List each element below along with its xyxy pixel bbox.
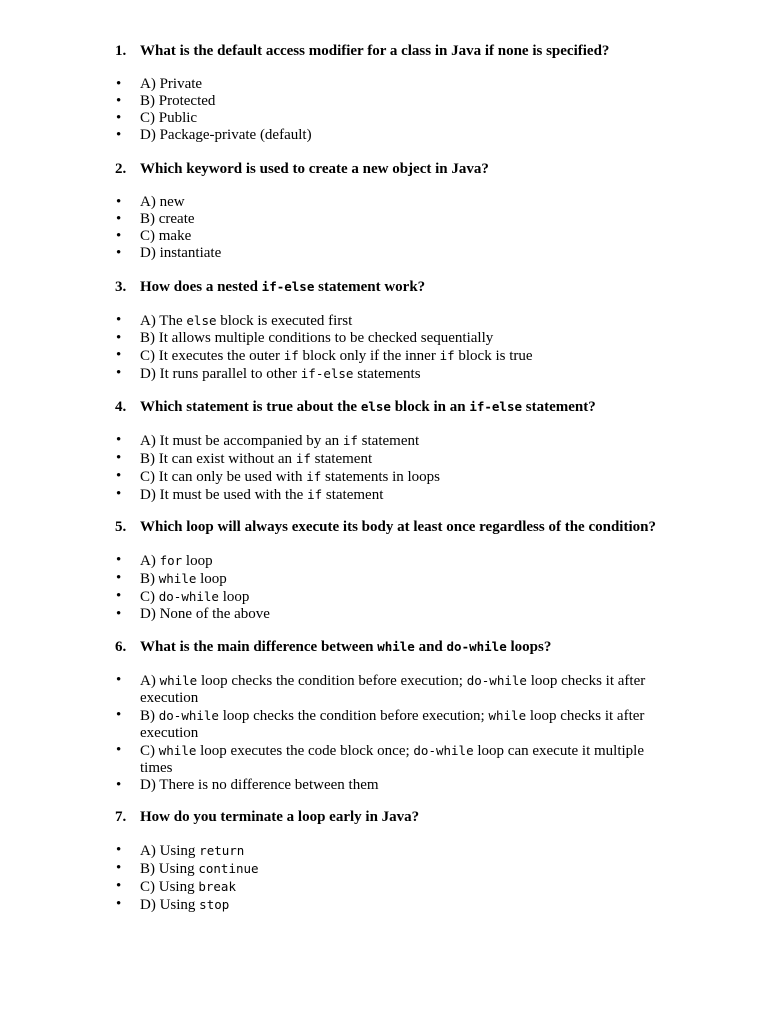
text-run: D) There is no difference between them	[140, 777, 379, 793]
answer-option	[0, 347, 768, 365]
answer-option	[0, 211, 768, 228]
text-run: D) Using	[140, 897, 200, 913]
text-run: statement?	[522, 399, 596, 415]
text-run: D) None of the above	[140, 606, 270, 622]
bullet-icon: •	[116, 347, 122, 363]
text-run: C) It can only be used with	[140, 469, 307, 485]
text-run: B)	[140, 571, 159, 587]
code-keyword: if-else	[261, 279, 315, 294]
answer-option	[0, 245, 768, 262]
question-text	[140, 639, 551, 655]
question-number: 4.	[115, 399, 127, 415]
answer-options	[0, 552, 768, 623]
question-number: 5.	[115, 519, 127, 535]
bullet-icon: •	[116, 570, 122, 586]
question-text	[140, 809, 419, 825]
question-text	[140, 43, 609, 59]
text-run: D) instantiate	[140, 245, 222, 261]
text-run: statement	[357, 433, 420, 449]
text-run: C)	[140, 589, 159, 605]
bullet-icon: •	[116, 450, 122, 466]
text-run: D) It must be used with the	[140, 487, 308, 503]
text-run: B) Using	[140, 861, 199, 877]
text-run: B) create	[140, 211, 195, 227]
text-run: C) Using	[140, 879, 199, 895]
code-keyword: stop	[199, 897, 230, 912]
question-5	[0, 518, 768, 623]
answer-option	[0, 777, 768, 794]
code-keyword: if-else	[469, 399, 522, 414]
code-keyword: while	[159, 673, 198, 688]
text-run: loop checks it after execution	[140, 673, 646, 706]
answer-options	[0, 672, 768, 794]
bullet-icon: •	[116, 245, 122, 261]
answer-option	[0, 228, 768, 245]
answer-option	[0, 606, 768, 623]
code-keyword: if	[306, 469, 322, 484]
text-run: statement work?	[314, 279, 426, 295]
question-number: 1.	[115, 43, 127, 59]
bullet-icon: •	[116, 211, 122, 227]
answer-options	[0, 312, 768, 383]
question-heading	[0, 518, 768, 536]
text-run: D) It runs parallel to other	[140, 366, 301, 382]
answer-option	[0, 552, 768, 570]
question-4	[0, 398, 768, 504]
answer-option	[0, 707, 768, 742]
bullet-icon: •	[116, 552, 122, 568]
answer-option	[0, 365, 768, 383]
text-run: statements in loops	[321, 469, 441, 485]
bullet-icon: •	[116, 468, 122, 484]
text-run: Which statement is true about the	[140, 399, 361, 415]
bullet-icon: •	[116, 707, 122, 723]
answer-option	[0, 432, 768, 450]
question-text	[140, 279, 425, 295]
question-text	[140, 399, 596, 415]
answer-option	[0, 330, 768, 347]
code-keyword: do-while	[413, 743, 474, 758]
question-number: 7.	[115, 809, 127, 825]
question-number: 3.	[115, 279, 127, 295]
answer-option	[0, 742, 768, 777]
answer-option	[0, 672, 768, 707]
text-run: A)	[140, 673, 160, 689]
code-keyword: while	[158, 571, 197, 586]
text-run: loop can execute it multiple times	[140, 743, 644, 776]
question-text	[140, 161, 489, 177]
bullet-icon: •	[116, 365, 122, 381]
text-run: A) Using	[140, 843, 200, 859]
code-keyword: if	[439, 348, 455, 363]
bullet-icon: •	[116, 742, 122, 758]
text-run: and	[414, 639, 447, 655]
bullet-icon: •	[116, 878, 122, 894]
answer-options	[0, 76, 768, 144]
text-run: loop checks the condition before execution;	[218, 708, 489, 724]
question-heading	[0, 160, 768, 178]
answer-options	[0, 842, 768, 914]
answer-option	[0, 127, 768, 144]
text-run: block in an	[390, 399, 470, 415]
question-heading	[0, 638, 768, 656]
code-keyword: continue	[198, 861, 259, 876]
answer-options	[0, 432, 768, 504]
text-run: Which loop will always execute its body at least once regardless of the condition?	[140, 519, 656, 535]
text-run: C)	[140, 743, 159, 759]
text-run: What is the main difference between	[140, 639, 378, 655]
question-6	[0, 638, 768, 794]
question-text	[140, 519, 656, 535]
code-keyword: return	[199, 843, 245, 858]
text-run: A)	[140, 553, 160, 569]
bullet-icon: •	[116, 127, 122, 143]
code-keyword: else	[360, 399, 391, 414]
text-run: statements	[353, 366, 421, 382]
bullet-icon: •	[116, 194, 122, 210]
bullet-icon: •	[116, 93, 122, 109]
text-run: B) Protected	[140, 93, 216, 109]
text-run: A) It must be accompanied by an	[140, 433, 343, 449]
answer-option	[0, 110, 768, 127]
code-keyword: do-while	[466, 673, 527, 688]
answer-option	[0, 878, 768, 896]
answer-option	[0, 450, 768, 468]
bullet-icon: •	[116, 486, 122, 502]
bullet-icon: •	[116, 76, 122, 92]
bullet-icon: •	[116, 330, 122, 346]
bullet-icon: •	[116, 860, 122, 876]
answer-option	[0, 570, 768, 588]
bullet-icon: •	[116, 588, 122, 604]
text-run: statement	[322, 487, 384, 503]
bullet-icon: •	[116, 672, 122, 688]
text-run: statement	[310, 451, 373, 467]
text-run: C) make	[140, 228, 192, 244]
text-run: loop checks it after execution	[140, 708, 645, 741]
code-keyword: if	[342, 433, 358, 448]
code-keyword: break	[198, 879, 236, 894]
bullet-icon: •	[116, 777, 122, 793]
text-run: loop	[218, 589, 250, 605]
bullet-icon: •	[116, 842, 122, 858]
question-7	[0, 808, 768, 914]
answer-option	[0, 468, 768, 486]
code-keyword: for	[159, 553, 183, 568]
question-3	[0, 278, 768, 383]
code-keyword: if	[307, 487, 323, 502]
text-run: How do you terminate a loop early in Java?	[140, 809, 420, 825]
answer-option	[0, 312, 768, 330]
code-keyword: if	[295, 451, 311, 466]
text-run: A) Private	[140, 76, 203, 92]
text-run: loop checks the condition before execution;	[197, 673, 467, 689]
answer-option	[0, 842, 768, 860]
text-run: block only if the inner	[298, 348, 440, 364]
answer-option	[0, 486, 768, 504]
bullet-icon: •	[116, 228, 122, 244]
answer-option	[0, 93, 768, 110]
text-run: block is executed first	[216, 313, 353, 329]
answer-option	[0, 860, 768, 878]
text-run: loop	[182, 553, 213, 569]
question-heading	[0, 278, 768, 296]
answer-option	[0, 194, 768, 211]
code-keyword: while	[377, 639, 415, 654]
question-heading	[0, 808, 768, 826]
text-run: B) It allows multiple conditions to be checked sequentially	[140, 330, 494, 346]
question-heading	[0, 42, 768, 60]
bullet-icon: •	[116, 896, 122, 912]
text-run: block is true	[454, 348, 533, 364]
bullet-icon: •	[116, 110, 122, 126]
question-2	[0, 160, 768, 262]
text-run: loops?	[506, 639, 552, 655]
code-keyword: do-while	[446, 639, 507, 654]
text-run: C) It executes the outer	[140, 348, 284, 364]
bullet-icon: •	[116, 606, 122, 622]
text-run: D) Package-private (default)	[140, 127, 312, 143]
question-1	[0, 42, 768, 144]
text-run: How does a nested	[140, 279, 262, 295]
text-run: B)	[140, 708, 159, 724]
code-keyword: if	[283, 348, 299, 363]
code-keyword: while	[158, 743, 197, 758]
answer-option	[0, 588, 768, 606]
text-run: C) Public	[140, 110, 198, 126]
question-heading	[0, 398, 768, 416]
code-keyword: else	[186, 313, 217, 328]
text-run: What is the default access modifier for a class in Java if none is specified?	[140, 43, 610, 59]
question-number: 6.	[115, 639, 127, 655]
question-number: 2.	[115, 161, 127, 177]
code-keyword: do-while	[158, 708, 219, 723]
text-run: B) It can exist without an	[140, 451, 296, 467]
text-run: A) new	[140, 194, 185, 210]
answer-options	[0, 194, 768, 262]
bullet-icon: •	[116, 432, 122, 448]
text-run: Which keyword is used to create a new object in Java?	[140, 161, 489, 177]
code-keyword: if-else	[300, 366, 354, 381]
text-run: loop executes the code block once;	[196, 743, 414, 759]
code-keyword: do-while	[158, 589, 219, 604]
answer-option	[0, 896, 768, 914]
answer-option	[0, 76, 768, 93]
bullet-icon: •	[116, 312, 122, 328]
code-keyword: while	[488, 708, 527, 723]
text-run: loop	[196, 571, 227, 587]
text-run: A) The	[140, 313, 187, 329]
